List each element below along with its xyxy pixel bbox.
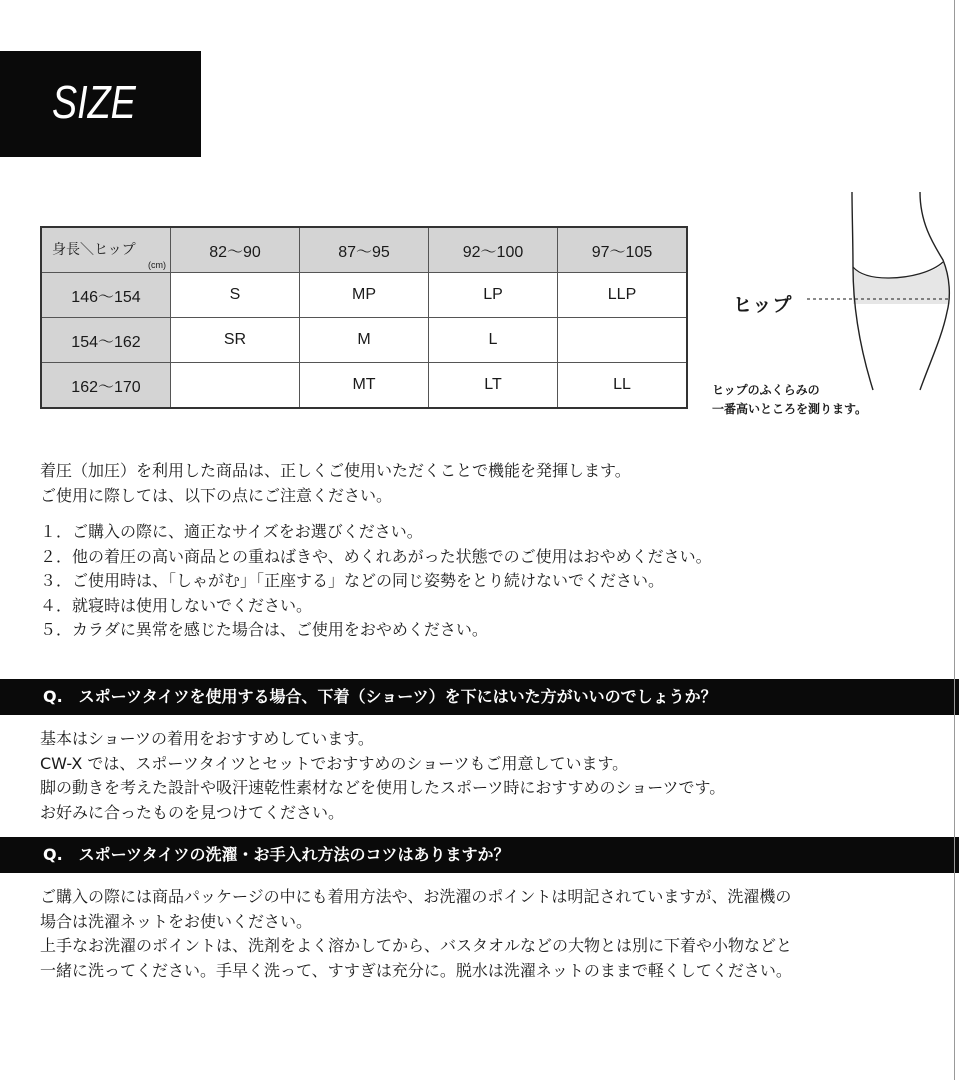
- corner-label: 身長＼ヒップ: [52, 241, 136, 257]
- faq-question-bar: [0, 837, 959, 873]
- corner-unit: (cm): [148, 260, 166, 270]
- hip-note-line: 一番高いところを測ります。: [712, 402, 868, 416]
- column-header: 87〜95: [300, 227, 429, 273]
- column-header: 92〜100: [429, 227, 558, 273]
- table-cell: SR: [171, 318, 300, 363]
- faq-answer: [40, 885, 792, 983]
- table-header-row: [41, 227, 687, 273]
- hip-measurement-note: [712, 381, 867, 419]
- size-header-box: [0, 51, 201, 157]
- column-header: 97〜105: [558, 227, 688, 273]
- faq-question-bar: [0, 679, 959, 715]
- row-header: 154〜162: [41, 318, 171, 363]
- table-cell: MT: [300, 363, 429, 409]
- answer-line: 上手なお洗濯のポイントは、洗剤をよく溶かしてから、バスタオルなどの大物とは別に下着や小物などと: [40, 936, 793, 955]
- table-cell: MP: [300, 273, 429, 318]
- table-cell: S: [171, 273, 300, 318]
- notice-line: 着圧（加圧）を利用した商品は、正しくご使用いただくことで機能を発揮します。: [40, 461, 631, 480]
- table-cell: LP: [429, 273, 558, 318]
- hip-label: ヒップ: [733, 294, 793, 316]
- faq-question: Q. スポーツタイツの洗濯・お手入れ方法のコツはありますか？: [43, 845, 510, 864]
- list-item: ２．他の着圧の高い商品との重ねばきや、めくれあがった状態でのご使用はおやめください。: [40, 546, 712, 566]
- hip-note-line: ヒップのふくらみの: [712, 383, 820, 397]
- page-edge-divider: [954, 0, 955, 1080]
- table-cell: LL: [558, 363, 688, 409]
- list-item: １．ご購入の際に、適正なサイズをお選びください。: [40, 522, 423, 541]
- size-title: SIZE: [52, 76, 136, 128]
- faq-answer: [40, 727, 725, 825]
- row-header: 146〜154: [41, 273, 171, 318]
- table-row: [41, 273, 687, 318]
- answer-line: 場合は洗濯ネットをお使いください。: [40, 911, 313, 931]
- table-row: [41, 318, 687, 363]
- answer-line: お好みに合ったものを見つけてください。: [40, 802, 345, 822]
- column-header: 82〜90: [171, 227, 300, 273]
- list-item: ４．就寝時は使用しないでください。: [40, 595, 313, 615]
- size-chart-table: [40, 226, 688, 409]
- table-corner-cell: [41, 227, 171, 273]
- table-cell: M: [300, 318, 429, 363]
- table-row: [41, 363, 687, 409]
- answer-line: ご購入の際には商品パッケージの中にも着用方法や、お洗濯のポイントは明記されていますが、洗濯機の: [40, 887, 792, 906]
- faq-question: Q. スポーツタイツを使用する場合、下着（ショーツ）を下にはいた方がいいのでしょうか？: [43, 687, 717, 706]
- answer-line: 基本はショーツの着用をおすすめしています。: [40, 729, 374, 748]
- table-cell: [171, 363, 300, 409]
- answer-line: 脚の動きを考えた設計や吸汗速乾性素材などを使用したスポーツ時におすすめのショーツです。: [40, 778, 726, 797]
- answer-line: 一緒に洗ってください。手早く洗って、すすぎは充分に。脱水は洗濯ネットのままで軽くしてください。: [40, 960, 792, 980]
- notice-line: ご使用に際しては、以下の点にご注意ください。: [40, 485, 393, 505]
- table-cell: [558, 318, 688, 363]
- answer-line: CW-X では、スポーツタイツとセットでおすすめのショーツもご用意しています。: [40, 753, 629, 773]
- table-cell: L: [429, 318, 558, 363]
- usage-notice: [40, 459, 631, 508]
- caution-list: [40, 520, 712, 643]
- list-item: ３．ご使用時は、「しゃがむ」「正座する」などの同じ姿勢をとり続けないでください。: [40, 571, 665, 590]
- table-cell: LT: [429, 363, 558, 409]
- row-header: 162〜170: [41, 363, 171, 409]
- list-item: ５．カラダに異常を感じた場合は、ご使用をおやめください。: [40, 620, 488, 639]
- table-cell: LLP: [558, 273, 688, 318]
